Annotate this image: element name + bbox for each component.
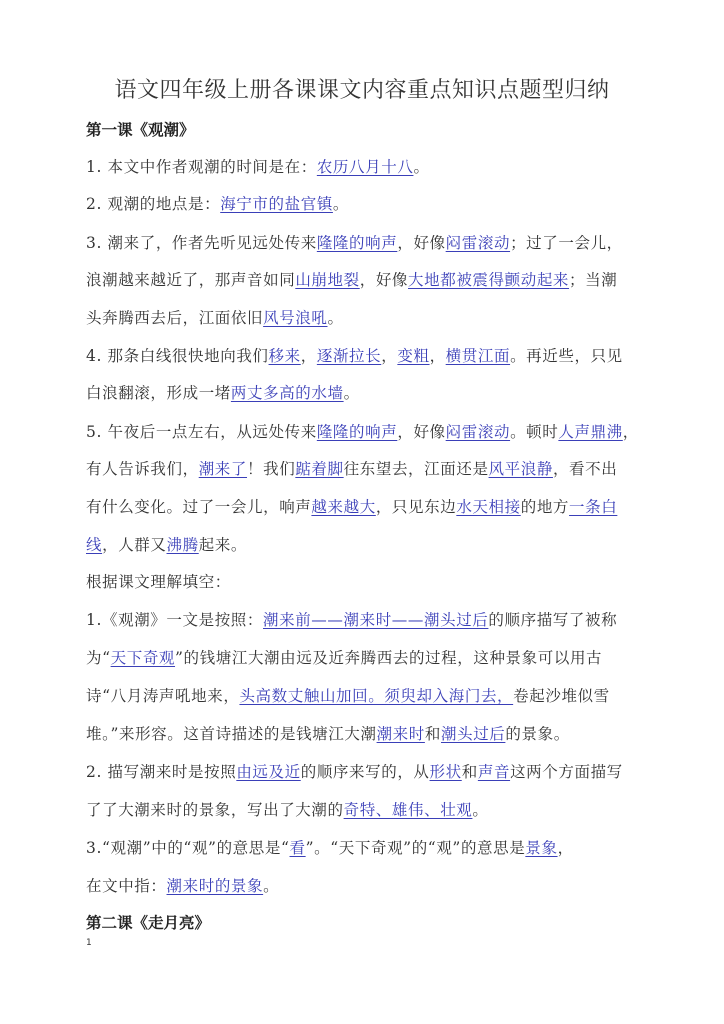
answer-text: 踮着脚: [295, 460, 344, 478]
question-text: ，: [429, 347, 446, 365]
question-text: ，好像: [397, 423, 446, 441]
question-text: 这两个方面描写: [510, 763, 623, 781]
question-text: 的景象。: [505, 725, 570, 743]
question-text: ，好像: [359, 271, 409, 289]
question-text: 起来。: [198, 536, 248, 554]
question-text: 5. 午夜后一点左右，从远处传来: [86, 423, 317, 441]
answer-text: 一条白: [569, 498, 618, 516]
question-text: ，: [622, 423, 639, 441]
fill-1-line-1: [86, 608, 617, 630]
question-text: 和: [424, 725, 441, 743]
question-text: ”。“天下奇观”的“观”的意思是: [305, 839, 526, 857]
answer-text: 潮来时: [376, 725, 425, 743]
answer-text: 风平浪静: [488, 460, 553, 478]
document-title: 语文四年级上册各课课文内容重点知识点题型归纳: [114, 78, 610, 103]
question-text: 堆。”来形容。这首诗描述的是钱塘江大潮: [86, 725, 377, 743]
answer-text: 线: [86, 536, 103, 554]
question-text: 3.“观潮”中的“观”的意思是“: [86, 839, 290, 857]
question-3-line-1: [86, 231, 623, 253]
question-text: ；当潮: [569, 271, 618, 289]
question-text: 4. 那条白线很快地向我们: [86, 347, 269, 365]
question-text: 2. 观潮的地点是：: [86, 195, 221, 213]
answer-text: 水天相接: [456, 498, 521, 516]
question-text: 的地方: [520, 498, 570, 516]
answer-text: 越来越大: [311, 498, 376, 516]
question-5-line-4: [86, 533, 247, 555]
question-text: 。: [472, 801, 489, 819]
question-text: ，看不出: [552, 460, 618, 478]
answer-text: 由远及近: [236, 763, 301, 781]
question-text: 头奔腾西去后，江面依旧: [86, 309, 264, 327]
question-text: 往东望去，江面还是: [343, 460, 489, 478]
question-text: 1.《观潮》一文是按照：: [86, 611, 263, 629]
question-text: 在文中指：: [86, 877, 167, 895]
question-text: 3. 潮来了，作者先听见远处传来: [86, 234, 317, 252]
answer-text: 沸腾: [166, 536, 199, 554]
question-text: ”的钱塘江大潮由远及近奔腾西去的过程，这种景象可以用古: [175, 649, 603, 667]
question-text: 2. 描写潮来时是按照: [86, 763, 237, 781]
answer-text: 景象: [525, 839, 558, 857]
question-5-line-1: [86, 420, 639, 442]
answer-text: 潮来时的景象: [166, 877, 264, 895]
question-text: ，只见东边: [375, 498, 457, 516]
question-text: 有人告诉我们，: [86, 460, 199, 478]
answer-text: 隆隆的响声: [316, 234, 398, 252]
fill-1-line-2: [86, 646, 602, 668]
lesson-2-heading: 第二课《走月亮》: [86, 914, 211, 932]
answer-text: 横贯江面: [445, 347, 511, 365]
question-text: 浪潮越来越近了，那声音如同: [86, 271, 296, 289]
question-text: ，: [381, 347, 398, 365]
question-text: ，: [557, 839, 574, 857]
question-text: 。: [327, 309, 344, 327]
answer-text: 看: [289, 839, 306, 857]
question-text: 白浪翻滚，形成一堵: [86, 384, 231, 402]
question-text: 卷起沙堆似雪: [513, 687, 610, 705]
fill-in-heading: 根据课文理解填空：: [86, 573, 231, 591]
question-text: 。: [332, 195, 350, 213]
question-text: 了了大潮来时的景象，写出了大潮的: [86, 801, 344, 819]
answer-text: 变粗: [397, 347, 430, 365]
question-text: 1. 本文中作者观潮的时间是在：: [86, 158, 317, 176]
answer-text: 闷雷滚动: [445, 423, 511, 441]
question-2: [86, 192, 349, 214]
answer-text: 农历八月十八: [316, 158, 414, 176]
question-5-line-3: [86, 495, 617, 517]
question-text: ，好像: [397, 234, 446, 252]
question-text: 。: [263, 877, 280, 895]
question-text: 。再近些，只见: [510, 347, 623, 365]
answer-text: 闷雷滚动: [445, 234, 511, 252]
question-text: 和: [461, 763, 478, 781]
question-text: 。: [413, 158, 430, 176]
answer-text: 形状: [429, 763, 462, 781]
fill-2-line-1: [86, 760, 623, 782]
question-text: ！我们: [247, 460, 296, 478]
question-1: [86, 155, 430, 177]
answer-text: 潮头过后: [441, 725, 506, 743]
fill-1-line-3: [86, 684, 610, 706]
answer-text: 风号浪吼: [263, 309, 328, 327]
question-text: 的顺序描写了被称: [488, 611, 618, 629]
answer-text: 隆隆的响声: [316, 423, 398, 441]
question-text: 诗“八月涛声吼地来，: [86, 687, 240, 705]
answer-text: 天下奇观: [110, 649, 176, 667]
answer-text: 潮来前——潮来时——潮头过后: [263, 611, 489, 629]
question-3-line-2: [86, 268, 617, 290]
answer-text: 逐渐拉长: [316, 347, 382, 365]
question-4-line-2: [86, 381, 360, 403]
answer-text: 海宁市的盐官镇: [220, 195, 333, 213]
fill-3-line-2: [86, 874, 279, 896]
fill-1-line-4: [86, 722, 570, 744]
answer-text: 山崩地裂: [295, 271, 360, 289]
question-4-line-1: [86, 344, 623, 366]
answer-text: 人声鼎沸: [558, 423, 623, 441]
question-text: ；过了一会儿，: [510, 234, 623, 252]
answer-text: 潮来了: [198, 460, 248, 478]
question-text: 。: [343, 384, 360, 402]
answer-text: 奇特、雄伟、壮观: [343, 801, 473, 819]
question-3-line-3: [86, 306, 344, 328]
question-text: 为“: [86, 649, 111, 667]
question-5-line-2: [86, 457, 617, 479]
question-text: ，: [300, 347, 317, 365]
answer-text: 声音: [477, 763, 511, 781]
question-text: ，人群又: [102, 536, 167, 554]
question-text: 。顿时: [510, 423, 559, 441]
answer-text: 两丈多高的水墙: [230, 384, 344, 402]
question-text: 有什么变化。过了一会儿，响声: [86, 498, 312, 516]
answer-text: 头高数丈触山加回。须臾却入海门去，: [239, 687, 514, 705]
page-number: 1: [86, 938, 92, 948]
fill-3-line-1: [86, 836, 574, 858]
fill-2-line-2: [86, 798, 489, 820]
lesson-1-heading: 第一课《观潮》: [86, 121, 195, 139]
answer-text: 大地都被震得颤动起来: [408, 271, 570, 289]
answer-text: 移来: [268, 347, 301, 365]
question-text: 的顺序来写的，从: [300, 763, 430, 781]
